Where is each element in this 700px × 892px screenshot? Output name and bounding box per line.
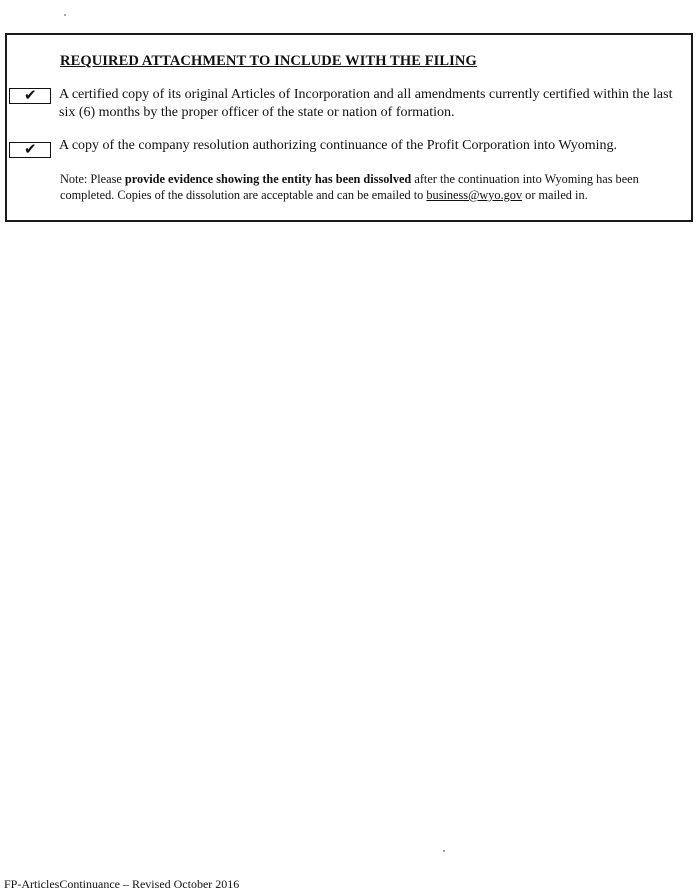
articles-checkbox[interactable]: [9, 88, 51, 104]
note-suffix: or mailed in.: [522, 188, 588, 202]
dissolution-note: [60, 171, 688, 203]
check-icon: ✔: [24, 140, 37, 158]
scan-speck: [64, 14, 66, 16]
resolution-checkbox[interactable]: [9, 142, 51, 158]
form-footer: FP-ArticlesContinuance – Revised October 2016: [4, 877, 240, 891]
email-link[interactable]: business@wyo.gov: [426, 188, 523, 202]
required-attachment-heading: REQUIRED ATTACHMENT TO INCLUDE WITH THE FILING: [60, 53, 477, 69]
note-middle: after the continuation into Wyoming has been completed. Copies of the dissolution are acceptable and can be emailed to: [60, 172, 639, 202]
note-prefix: Note: Please: [60, 172, 125, 186]
note-emphasis: provide evidence showing the entity has been dissolved: [124, 172, 412, 186]
attachment-item-text: A certified copy of its original Articles of Incorporation and all amendments currently certified within the last six (6) months by the proper officer of the state or nation of formation.: [59, 87, 673, 120]
check-icon: ✔: [24, 86, 37, 104]
scan-speck: [443, 850, 445, 852]
attachment-item-text: A copy of the company resolution authorizing continuance of the Profit Corporation into Wyoming.: [59, 138, 618, 153]
